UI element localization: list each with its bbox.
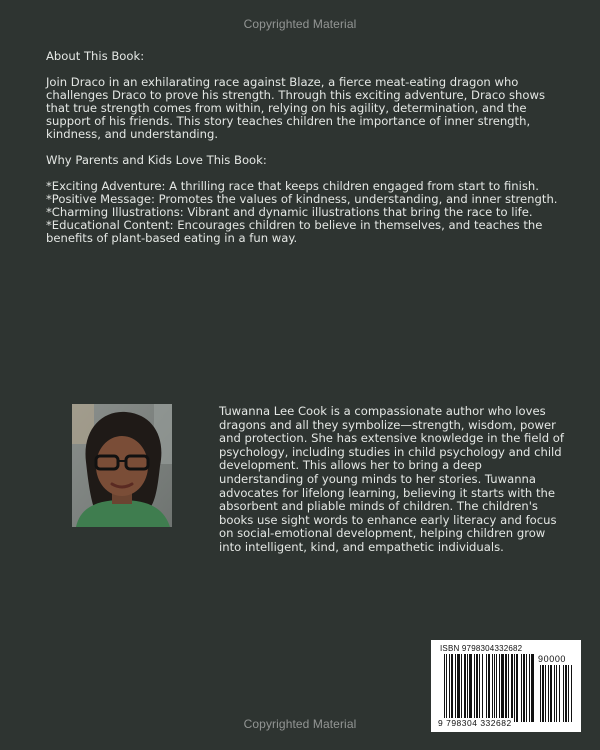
feature-list bbox=[46, 180, 566, 245]
price-code: 90000 bbox=[538, 654, 567, 664]
barcode-bar bbox=[540, 665, 541, 722]
barcode-bar bbox=[469, 654, 472, 722]
barcode-bar bbox=[492, 654, 493, 722]
barcode-bar bbox=[554, 665, 555, 722]
barcode-bar bbox=[563, 665, 564, 722]
barcode-bar bbox=[486, 654, 487, 722]
barcode-bar bbox=[449, 654, 450, 722]
barcode-bar bbox=[501, 654, 504, 722]
barcode-bar bbox=[496, 654, 497, 722]
isbn-label: ISBN 9798304332682 bbox=[440, 644, 523, 653]
barcode-bar bbox=[457, 654, 460, 722]
barcode-bar bbox=[523, 654, 525, 722]
barcode-bar bbox=[479, 654, 480, 722]
barcode-bar bbox=[571, 665, 572, 722]
barcode-bar bbox=[526, 654, 527, 722]
barcode-bar bbox=[516, 654, 518, 722]
barcode-bar bbox=[446, 654, 447, 722]
watermark-bottom: Copyrighted Material bbox=[243, 717, 357, 731]
barcode-bar bbox=[545, 665, 546, 722]
barcode-bar bbox=[476, 654, 478, 722]
barcode-bar bbox=[559, 665, 560, 722]
barcode-bar bbox=[568, 665, 569, 722]
barcode-bar bbox=[542, 665, 544, 722]
barcode-bar bbox=[531, 654, 534, 722]
barcode-bar bbox=[508, 654, 509, 722]
book-blurb bbox=[46, 50, 566, 245]
barcode-bar bbox=[451, 654, 453, 722]
barcode-bar bbox=[529, 654, 530, 722]
author-bio: Tuwanna Lee Cook is a compassionate author who loves dragons and all they symbolize—strength, wisdom, power and protection. She has extensive knowledge in the field of psychology, including studies in child psychology and child development. This allows her to bring a deep understanding of young minds to her stories. Tuwanna advocates for lifelong learning, believing it starts with the absorbent and pliable minds of children. The children's books use sight words to enhance early literacy and focus on social-emotional development, helping children grow into intelligent, kind, and empathetic individuals. bbox=[219, 404, 564, 554]
about-paragraph: Join Draco in an exhilarating race against Blaze, a fierce meat-eating dragon who challenges Draco to prove his strength. Through this exciting adventure, Draco shows that true strength comes from within, relying on his agility, determination, and the support of his friends. This story teaches children the importance of inner strength, kindness, and understanding. bbox=[46, 75, 546, 141]
barcode-bar bbox=[505, 654, 507, 722]
barcode-bar bbox=[482, 654, 483, 722]
barcode-bar bbox=[455, 654, 456, 722]
barcode-bar bbox=[548, 665, 549, 722]
barcode-bar bbox=[565, 665, 567, 722]
barcode-bar bbox=[511, 654, 513, 722]
author-photo bbox=[72, 404, 172, 527]
barcode-bar bbox=[467, 654, 468, 722]
feature-item: *Educational Content: Encourages children to believe in themselves, and teaches the benefits of plant-based eating in a fun way. bbox=[46, 218, 543, 245]
feature-item: *Exciting Adventure: A thrilling race that keeps children engaged from start to finish. bbox=[46, 179, 539, 193]
barcode-bar bbox=[464, 654, 466, 722]
barcode-bar bbox=[461, 654, 462, 722]
about-heading: About This Book: bbox=[46, 49, 145, 63]
barcode-bar bbox=[474, 654, 475, 722]
author-portrait-illustration bbox=[72, 404, 172, 527]
barcode-main-bars bbox=[444, 654, 534, 722]
barcode-digits: 9 798304 332682 bbox=[438, 718, 512, 728]
barcode-bar bbox=[550, 665, 552, 722]
barcode-bar bbox=[488, 654, 490, 722]
watermark-top: Copyrighted Material bbox=[243, 17, 357, 31]
barcode-bar bbox=[521, 654, 522, 722]
barcode-bar bbox=[514, 654, 515, 722]
barcode-bar bbox=[556, 665, 557, 722]
feature-item: *Charming Illustrations: Vibrant and dynamic illustrations that bring the race to life. bbox=[46, 205, 533, 219]
barcode-addon-bars bbox=[540, 665, 574, 722]
barcode-bar bbox=[499, 654, 500, 722]
barcode-bar bbox=[494, 654, 495, 722]
barcode-bar bbox=[444, 654, 445, 722]
feature-item: *Positive Message: Promotes the values of kindness, understanding, and inner strength. bbox=[46, 192, 558, 206]
why-heading: Why Parents and Kids Love This Book: bbox=[46, 153, 267, 167]
